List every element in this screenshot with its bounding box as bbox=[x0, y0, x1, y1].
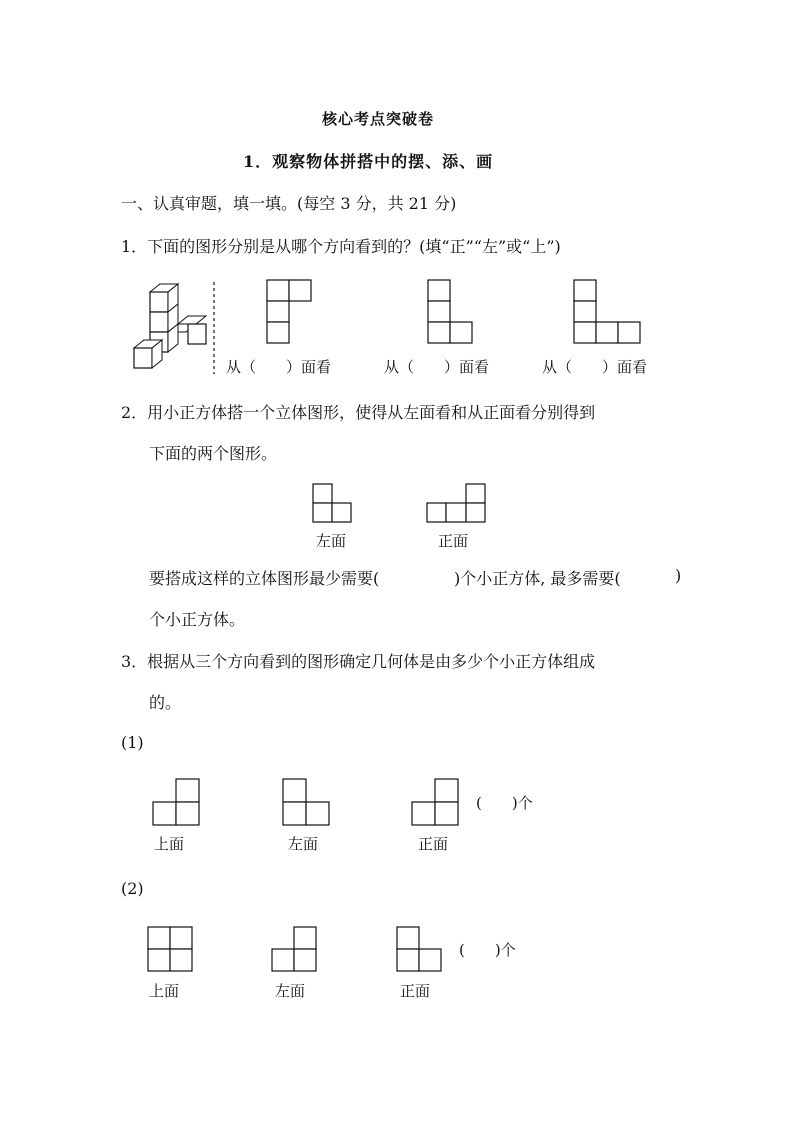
q1-view-c bbox=[573, 279, 641, 345]
q3-part1-left-view bbox=[282, 778, 330, 826]
q3-part2-top-view bbox=[147, 926, 193, 972]
q2-left-view bbox=[312, 483, 352, 523]
q3-part2-front-view bbox=[396, 926, 442, 972]
q3-part2-front-label: 正面 bbox=[400, 982, 431, 1000]
q2-prompt-line2: 下面的两个图形。 bbox=[149, 444, 278, 463]
q3-part1-left-label: 左面 bbox=[288, 835, 319, 853]
page-title: 核心考点突破卷 bbox=[322, 110, 435, 128]
section-subtitle: 1．观察物体拼搭中的摆、添、画 bbox=[243, 152, 494, 171]
q3-prompt-line2: 的。 bbox=[149, 693, 182, 712]
q3-part2-left-label: 左面 bbox=[275, 982, 306, 1000]
q1-view-a bbox=[266, 279, 312, 345]
q2-prompt-line1: 2．用小正方体搭一个立体图形，使得从左面看和从正面看分别得到 bbox=[121, 403, 596, 422]
section-heading: 一、认真审题，填一填。(每空 3 分，共 21 分) bbox=[121, 194, 457, 213]
q2-fill-line2: 个小正方体。 bbox=[149, 610, 246, 629]
q3-prompt-line1: 3．根据从三个方向看到的图形确定几何体是由多少个小正方体组成 bbox=[121, 652, 596, 671]
q3-part1-top-view bbox=[152, 778, 200, 826]
q2-fill-b: )个小正方体, 最多需要( bbox=[454, 569, 621, 588]
q2-fill-a: 要搭成这样的立体图形最少需要( bbox=[149, 569, 380, 588]
q1-divider bbox=[213, 282, 217, 374]
q1-answer-3: 从（ ）面看 bbox=[542, 358, 648, 376]
q1-cube-stack-figure bbox=[130, 282, 210, 374]
q2-fill-c: ) bbox=[675, 566, 682, 585]
q3-part2-left-view bbox=[271, 926, 317, 972]
q3-part2-label: (2) bbox=[121, 879, 144, 898]
q3-part2-top-label: 上面 bbox=[149, 982, 180, 1000]
q3-part1-label: (1) bbox=[121, 733, 144, 752]
q3-part1-front-view bbox=[411, 778, 459, 826]
q3-part2-answer: ( )个 bbox=[459, 941, 516, 959]
q3-part1-front-label: 正面 bbox=[418, 835, 449, 853]
q1-prompt: 1．下面的图形分别是从哪个方向看到的？(填“正”“左”或“上”) bbox=[121, 237, 561, 256]
q1-view-b bbox=[427, 279, 473, 345]
q3-part1-answer: ( )个 bbox=[476, 794, 533, 812]
q2-front-view bbox=[426, 483, 486, 523]
q1-answer-1: 从（ ）面看 bbox=[226, 358, 332, 376]
q2-front-label: 正面 bbox=[438, 532, 469, 550]
q1-answer-2: 从（ ）面看 bbox=[384, 358, 490, 376]
q2-left-label: 左面 bbox=[316, 532, 347, 550]
q3-part1-top-label: 上面 bbox=[154, 835, 185, 853]
